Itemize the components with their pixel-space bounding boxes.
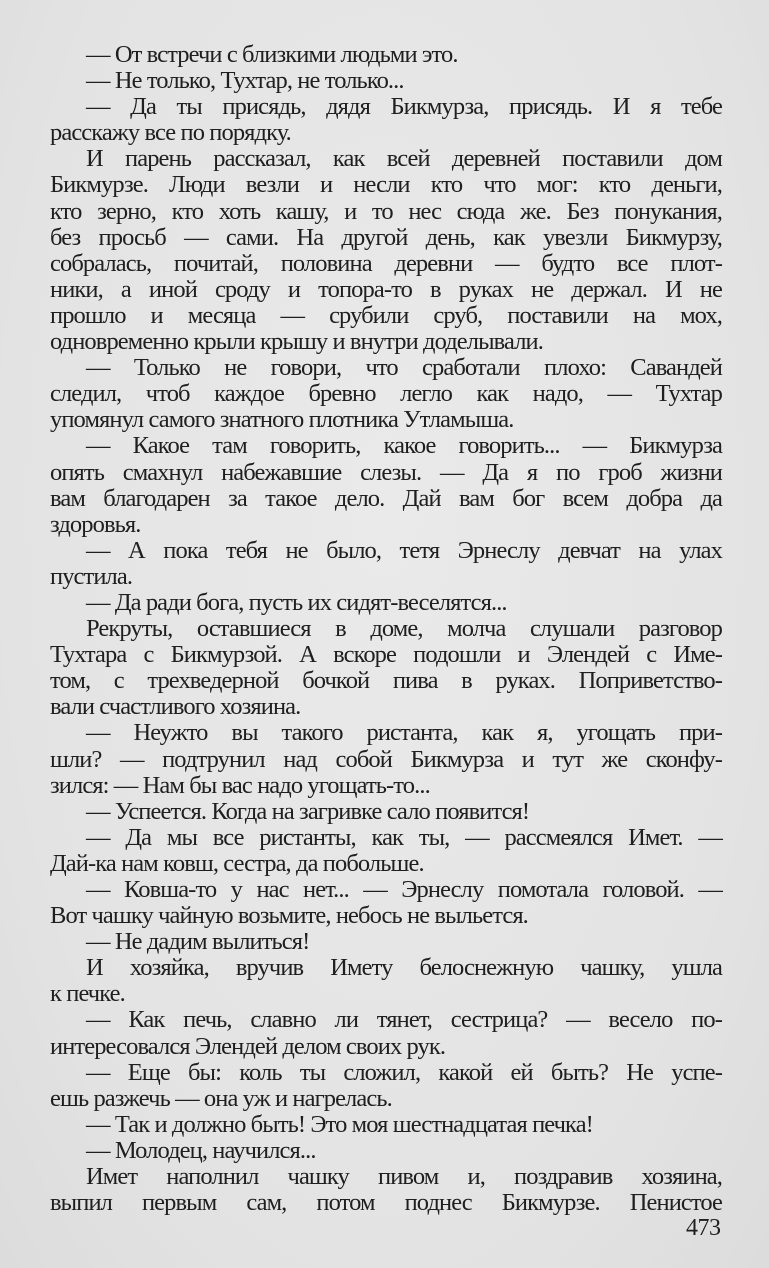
text-line: — Так и должно быть! Это моя шестнадцатая печка! xyxy=(86,1110,593,1138)
text-line: вам благодарен за такое дело. Дай вам бог всем добра да xyxy=(50,484,722,512)
text-line: — Да ты присядь, дядя Бикмурза, присядь. И я тебе xyxy=(86,93,722,121)
text-line: расскажу все по порядку. xyxy=(50,119,291,147)
text-line: — А пока тебя не было, тетя Эрнеслу девчат на улах xyxy=(86,536,722,564)
text-line: кто зерно, кто хоть кашу, и то нес сюда же. Без понукания, xyxy=(50,197,722,225)
text-line: — Еще бы: коль ты сложил, какой ей быть? Не успе- xyxy=(86,1058,722,1086)
text-line: Дай-ка нам ковш, сестра, да побольше. xyxy=(50,849,424,877)
text-line: интересовался Элендей делом своих рук. xyxy=(50,1032,446,1060)
text-line: ники, а иной сроду и топора-то в руках не держал. И не xyxy=(50,275,722,303)
text-line: пустила. xyxy=(50,562,133,590)
text-line: упомянул самого знатного плотника Утламыша. xyxy=(50,406,514,434)
text-line: — Только не говори, что сработали плохо: Савандей xyxy=(86,354,722,382)
text-line: — Не дадим вылиться! xyxy=(86,928,310,956)
text-line: том, с трехведерной бочкой пива в руках. Поприветство- xyxy=(50,667,722,695)
text-line: — Какое там говорить, какое говорить... — Бикмурза xyxy=(86,432,722,460)
text-line: — Ковша-то у нас нет... — Эрнеслу помотала головой. — xyxy=(86,876,722,903)
text-line: шли? — подтрунил над собой Бикмурза и тут же сконфу- xyxy=(50,745,722,773)
text-line: — Да мы все ристанты, как ты, — рассмеялся Имет. — xyxy=(86,823,722,851)
text-line: к печке. xyxy=(50,980,125,1008)
text-line: Тухтара с Бикмурзой. А вскоре подошли и Элендей с Име- xyxy=(50,641,722,669)
text-line: следил, чтоб каждое бревно легло как надо, — Тухтар xyxy=(50,380,722,408)
text-line: — Как печь, славно ли тянет, сестрица? — весело по- xyxy=(86,1006,722,1034)
text-line: — Неужто вы такого ристанта, как я, угощать при- xyxy=(86,719,722,747)
text-line: выпил первым сам, потом поднес Бикмурзе. Пенистое xyxy=(50,1189,722,1217)
text-line: собралась, почитай, половина деревни — будто все плот- xyxy=(50,249,722,277)
text-line: зился: — Нам бы вас надо угощать-то... xyxy=(50,771,430,799)
text-line: без просьб — сами. На другой день, как увезли Бикмурзу, xyxy=(50,223,722,251)
text-line: Рекруты, оставшиеся в доме, молча слушали разговор xyxy=(86,615,722,643)
text-line: И хозяйка, вручив Имету белоснежную чашку, ушла xyxy=(86,954,722,982)
text-line: опять смахнул набежавшие слезы. — Да я по гроб жизни xyxy=(50,458,722,486)
text-line: Вот чашку чайную возьмите, небось не выльется. xyxy=(50,902,528,930)
text-line: — От встречи с близкими людьми это. xyxy=(86,41,458,68)
text-line: ешь разжечь — она уж и нагрелась. xyxy=(50,1084,392,1112)
page-body-text xyxy=(50,42,722,1216)
text-line: — Да ради бога, пусть их сидят-веселятся... xyxy=(86,588,507,616)
text-line: — Молодец, научился... xyxy=(86,1136,316,1164)
text-line: — Не только, Тухтар, не только... xyxy=(86,67,404,95)
text-line: Имет наполнил чашку пивом и, поздравив хозяина, xyxy=(86,1163,722,1191)
text-line: вали счастливого хозяина. xyxy=(50,693,301,721)
text-line: — Успеется. Когда на загривке сало появится! xyxy=(86,797,530,825)
text-line: Бикмурзе. Люди везли и несли кто что мог: кто деньги, xyxy=(50,171,722,199)
text-line: И парень рассказал, как всей деревней поставили дом xyxy=(86,145,722,173)
text-line: здоровья. xyxy=(50,510,141,538)
page-number: 473 xyxy=(686,1215,721,1241)
text-line: прошло и месяца — срубили сруб, поставили на мох, xyxy=(50,301,722,329)
text-line: одновременно крыли крышу и внутри доделывали. xyxy=(50,328,543,356)
